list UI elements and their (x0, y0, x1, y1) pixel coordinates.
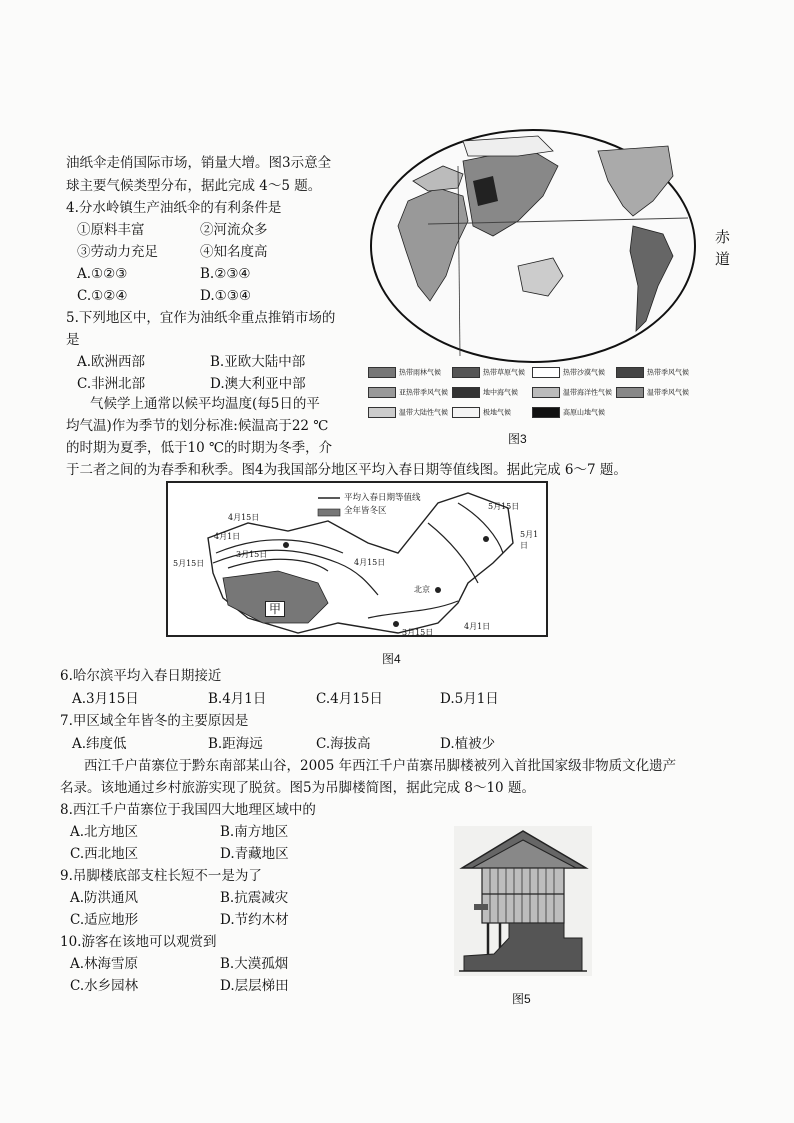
figure-3-world-climate-map (368, 126, 731, 366)
q7-option-b: B.距海远 (208, 736, 263, 752)
fig4-label-mar15-bottom: 3月15日 (402, 628, 434, 637)
q4-stem: 4.分水岭镇生产油纸伞的有利条件是 (66, 200, 282, 216)
legend-item: 亚热带季风气候 (368, 387, 448, 398)
fig4-label-may1-right: 5月1日 (520, 530, 539, 550)
q5-option-b: B.亚欧大陆中部 (210, 354, 306, 370)
figure-4-china-isoline-map (166, 481, 548, 637)
para3-line-1: 西江千户苗寨位于黔东南部某山谷，2005 年西江千户苗寨吊脚楼被列入首批国家级非物质文化遗产 (84, 758, 677, 774)
fig4-label-apr1-bottom: 4月1日 (464, 622, 491, 631)
q10-stem: 10.游客在该地可以观赏到 (60, 934, 217, 950)
q4-item-3: ③劳动力充足 (77, 244, 158, 260)
q5-option-a: A.欧洲西部 (77, 354, 146, 370)
q6-option-c: C.4月15日 (316, 691, 383, 707)
q8-option-c: C.西北地区 (70, 846, 139, 862)
legend-item: 热带季风气候 (616, 367, 689, 378)
q6-option-b: B.4月1日 (208, 691, 267, 707)
fig4-label-apr15-mid: 4月15日 (354, 558, 386, 567)
para2-line-4: 于二者之间的为春季和秋季。图4为我国部分地区平均入春日期等值线图。据此完成 6～7 题。 (66, 462, 627, 478)
q8-option-d: D.青藏地区 (220, 846, 289, 862)
q8-option-b: B.南方地区 (220, 824, 289, 840)
figure-3-legend (368, 367, 698, 425)
figure-5-stilt-house (454, 826, 592, 976)
q10-option-b: B.大漠孤烟 (220, 956, 289, 972)
intro-line-1: 油纸伞走俏国际市场，销量大增。图3示意全 (66, 155, 332, 171)
fig4-label-jia: 甲 (265, 601, 285, 617)
legend-item: 热带沙漠气候 (532, 367, 605, 378)
para2-line-2: 均气温)作为季节的划分标准:候温高于22 ℃ (66, 418, 329, 434)
q9-option-b: B.抗震减灾 (220, 890, 289, 906)
q5-stem-2: 是 (66, 332, 80, 348)
q9-option-d: D.节约木材 (220, 912, 289, 928)
q4-item-2: ②河流众多 (200, 222, 268, 238)
q4-option-b: B.②③④ (200, 266, 251, 282)
fig4-label-apr1-left: 4月1日 (214, 532, 241, 541)
fig4-label-apr15-top: 4月15日 (228, 513, 260, 522)
q4-option-c: C.①②④ (77, 288, 128, 304)
stilt-house-graphic (454, 826, 592, 976)
q4-item-4: ④知名度高 (200, 244, 268, 260)
para2-line-3: 的时期为夏季，低于10 ℃的时期为冬季，介 (66, 440, 333, 456)
para2-line-1: 气候学上通常以候平均温度(每5日的平 (90, 396, 320, 412)
q4-option-d: D.①③④ (200, 288, 251, 304)
figure-5-caption: 图5 (512, 992, 531, 1006)
q6-option-a: A.3月15日 (72, 691, 139, 707)
q7-option-d: D.植被少 (440, 736, 496, 752)
q4-option-a: A.①②③ (77, 266, 128, 282)
fig4-label-may15-left: 5月15日 (173, 559, 205, 568)
legend-item: 热带雨林气候 (368, 367, 441, 378)
q9-stem: 9.吊脚楼底部支柱长短不一是为了 (60, 868, 262, 884)
q9-option-c: C.适应地形 (70, 912, 139, 928)
q8-option-a: A.北方地区 (70, 824, 139, 840)
figure-3-caption: 图3 (508, 432, 527, 446)
q5-stem-1: 5.下列地区中，宜作为油纸伞重点推销市场的 (66, 310, 336, 326)
q6-stem: 6.哈尔滨平均入春日期接近 (60, 668, 222, 684)
fig4-label-beijing: 北京 (414, 585, 430, 594)
q10-option-c: C.水乡园林 (70, 978, 139, 994)
equator-label: 赤道 (715, 228, 731, 268)
world-map-graphic (368, 126, 698, 366)
intro-line-2: 球主要气候类型分布，据此完成 4～5 题。 (66, 178, 322, 194)
legend-item: 温带季风气候 (616, 387, 689, 398)
legend-item: 温带海洋性气候 (532, 387, 612, 398)
q5-option-c: C.非洲北部 (77, 376, 146, 392)
legend-item: 热带草原气候 (452, 367, 525, 378)
q9-option-a: A.防洪通风 (70, 890, 139, 906)
fig4-label-may15-right: 5月15日 (488, 502, 520, 511)
figure-4-caption: 图4 (382, 652, 401, 666)
q5-option-d: D.澳大利亚中部 (210, 376, 306, 392)
legend-item: 地中海气候 (452, 387, 518, 398)
fig4-legend-area-label: 全年皆冬区 (344, 505, 387, 515)
para3-line-2: 名录。该地通过乡村旅游实现了脱贫。图5为吊脚楼简图，据此完成 8～10 题。 (60, 780, 535, 796)
q10-option-a: A.林海雪原 (70, 956, 139, 972)
q8-stem: 8.西江千户苗寨位于我国四大地理区域中的 (60, 802, 316, 818)
q7-stem: 7.甲区域全年皆冬的主要原因是 (60, 713, 249, 729)
q7-option-c: C.海拔高 (316, 736, 371, 752)
q4-item-1: ①原料丰富 (77, 222, 145, 238)
fig4-legend-line-label: 平均入春日期等值线 (344, 492, 421, 502)
q6-option-d: D.5月1日 (440, 691, 499, 707)
legend-item: 极地气候 (452, 407, 511, 418)
fig4-label-mar15-left: 3月15日 (236, 550, 268, 559)
q10-option-d: D.层层梯田 (220, 978, 289, 994)
q7-option-a: A.纬度低 (72, 736, 127, 752)
legend-item: 高原山地气候 (532, 407, 605, 418)
legend-item: 温带大陆性气候 (368, 407, 448, 418)
